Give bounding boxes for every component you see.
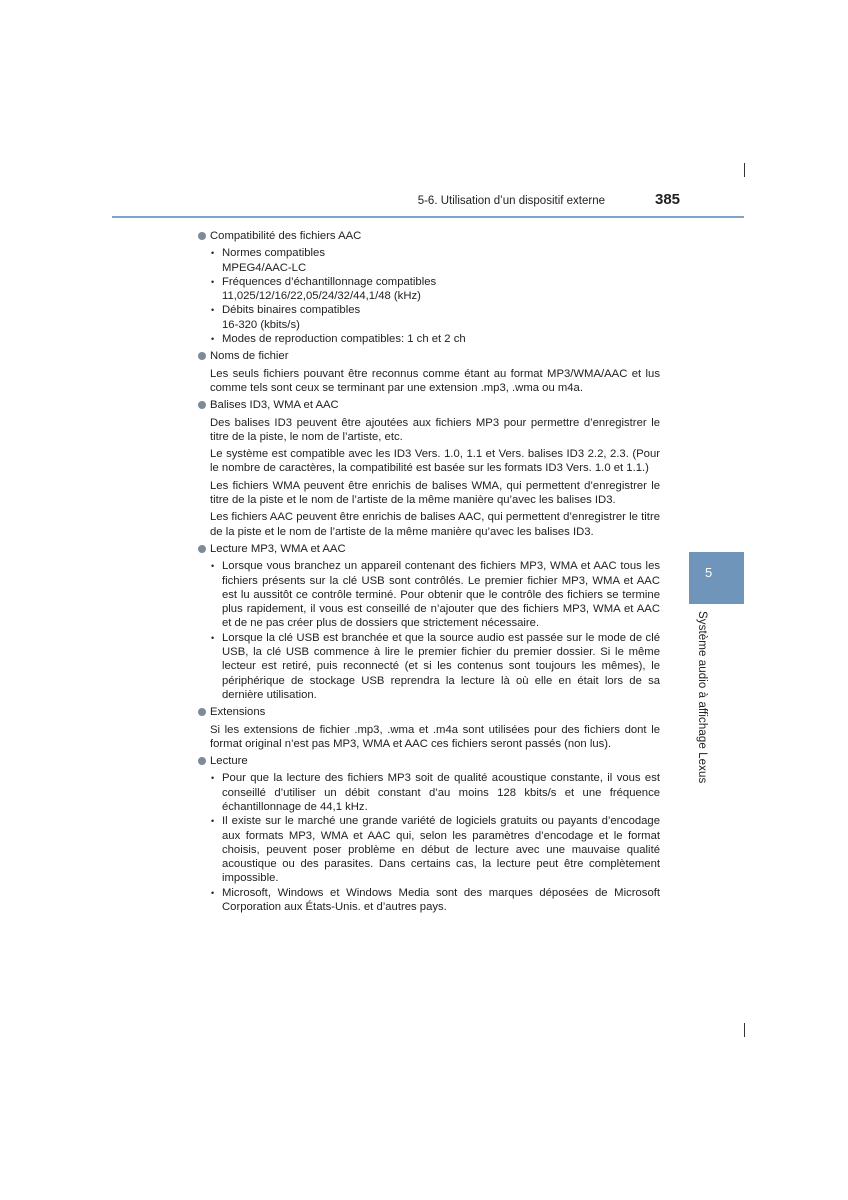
reading-list [198, 771, 660, 914]
list-item: • Il existe sur le marché une grande variété de logiciels gratuits ou payants d’encodage aux formats MP3, WMA et AAC qui, selon les paramètres d’encodage et le format choisis, peuvent poser problème en début de lecture avec une mauvaise qualité acoustique ou des parasites. Dans certains cas, la lecture peut être complètement impossible. [211, 815, 660, 885]
header-rule [112, 216, 744, 218]
bullet-icon: • [211, 816, 215, 827]
list-item: • Lorsque la clé USB est branchée et que la source audio est passée sur le mode de clé USB, la clé USB commence à lire le premier fichier du premier dossier. Si le même lecteur est retiré, puis reconnecté (et si les contenus sont toujours les mêmes), le périphérique de stockage USB reprendra la lecture là où elle en était lors de sa dernière utilisation. [211, 631, 660, 701]
section-heading-reading: Lecture [198, 754, 660, 768]
crop-mark-bottom [744, 1023, 745, 1037]
bullet-dot-icon [198, 352, 206, 360]
bullet-dot-icon [198, 232, 206, 240]
list-item: • Normes compatibles MPEG4/AAC-LC [211, 247, 325, 274]
list-item: • Microsoft, Windows et Windows Media sont des marques déposées de Microsoft Corporation aux États-Unis. et d’autres pays. [211, 886, 660, 914]
list-item: • Modes de reproduction compatibles: 1 ch et 2 ch [211, 333, 466, 346]
bullet-icon: • [211, 887, 215, 898]
list-item: • Débits binaires compatibles 16-320 (kbits/s) [211, 304, 361, 331]
section-heading-tags: Balises ID3, WMA et AAC [198, 398, 660, 412]
bullet-icon: • [211, 248, 215, 259]
tags-paragraph: Des balises ID3 peuvent être ajoutées aux fichiers MP3 pour permettre d’enregistrer le titre de la piste, le nom de l’artiste, etc. [210, 416, 660, 443]
section-header: 5-6. Utilisation d’un dispositif externe [417, 195, 605, 207]
tags-paragraph: Les fichiers AAC peuvent être enrichis de balises AAC, qui permettent d’enregistrer le titre de la piste et le nom de l’artiste de la même manière qu’avec les balises ID3. [210, 511, 660, 538]
bullet-icon: • [211, 632, 215, 643]
bullet-icon: • [211, 305, 215, 316]
chapter-title: Système audio à affichage Lexus [696, 611, 708, 784]
section-heading-playback: Lecture MP3, WMA et AAC [198, 542, 660, 556]
chapter-number: 5 [705, 565, 713, 580]
bullet-dot-icon [198, 401, 206, 409]
bullet-dot-icon [198, 708, 206, 716]
tags-paragraph: Le système est compatible avec les ID3 Vers. 1.0, 1.1 et Vers. balises ID3 2.2, 2.3. (Pour le nombre de caractères, la compatibilité est basée sur les formats ID3 Vers. 1.0 et 1.1.) [210, 448, 660, 475]
list-item: • Fréquences d’échantillonnage compatibles 11,025/12/16/22,05/24/32/44,1/48 (kHz) [211, 275, 437, 303]
list-item: • Lorsque vous branchez un appareil contenant des fichiers MP3, WMA et AAC tous les fichiers présents sur la clé USB sont contrôlés. Le premier fichier MP3, WMA et AAC est lu aussitôt ce contrôle terminé. Pour obtenir que le contrôle des fichiers se termine plus rapidement, il vous est conseillé de n’ajouter que des fichiers MP3, WMA et AAC et de ne pas créer plus de dossiers que strictement nécessaire. [211, 560, 660, 630]
bullet-icon: • [211, 773, 215, 784]
list-item: • Pour que la lecture des fichiers MP3 soit de qualité acoustique constante, il vous est conseillé d’utiliser un débit constant d’au moins 128 kbits/s et une fréquence échantillonnage de 44,1 kHz. [211, 772, 660, 813]
bullet-dot-icon [198, 545, 206, 553]
filenames-text: Les seuls fichiers pouvant être reconnus comme étant au format MP3/WMA/AAC et lus comme tels sont ceux se terminant par une extension .mp3, .wma ou m4a. [210, 367, 660, 394]
section-heading-extensions: Extensions [198, 705, 660, 719]
bullet-icon: • [211, 561, 215, 572]
playback-list [198, 559, 660, 702]
extensions-text: Si les extensions de fichier .mp3, .wma et .m4a sont utilisées pour des fichiers dont le format original n’est pas MP3, WMA et AAC ces fichiers seront passés (non lus). [210, 723, 660, 750]
aac-list [198, 246, 660, 346]
page-content [198, 226, 660, 914]
page-number: 385 [655, 191, 681, 208]
section-heading-aac: Compatibilité des fichiers AAC [198, 229, 660, 243]
bullet-icon: • [211, 334, 215, 345]
tags-paragraph: Les fichiers WMA peuvent être enrichis de balises WMA, qui permettent d’enregistrer le titre de la piste et le nom de l’artiste de la même manière qu’avec les balises ID3. [210, 479, 660, 507]
chapter-tab [689, 552, 744, 604]
section-heading-filenames: Noms de fichier [198, 349, 660, 363]
bullet-dot-icon [198, 757, 206, 765]
crop-mark-top [744, 163, 745, 177]
bullet-icon: • [211, 276, 215, 287]
